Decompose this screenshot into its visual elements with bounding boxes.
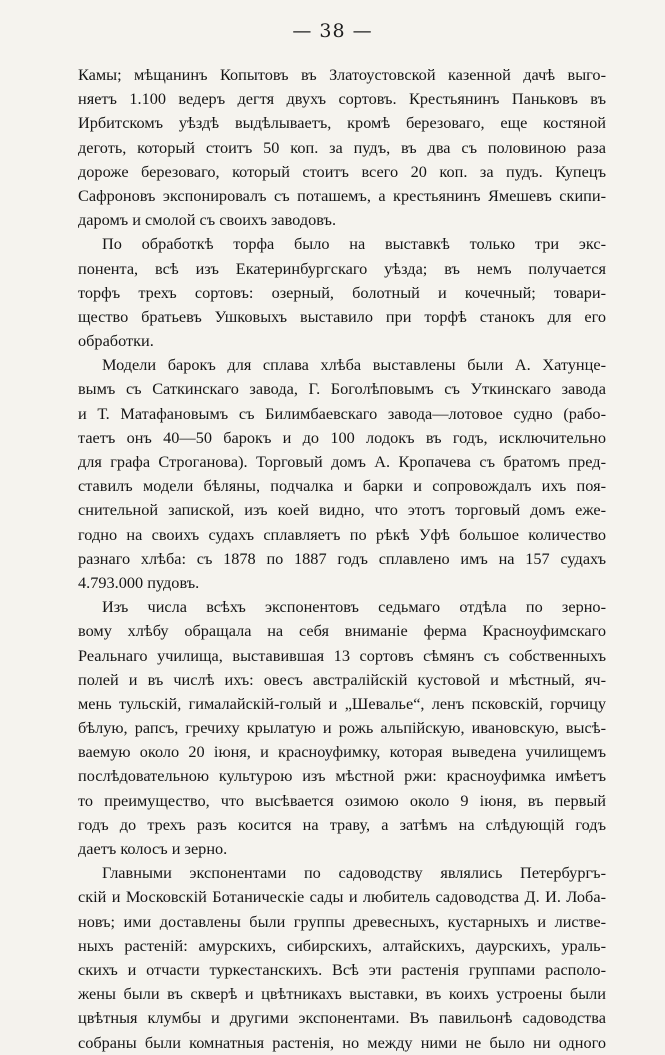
text-line: годно на своихъ судахъ сплавляетъ по рѣкѣ Уфѣ большое количество [78,524,606,544]
text-line: бѣлую, рапсъ, гречиху крылатую и рожь альпійскую, ивановскую, высѣ- [78,718,606,738]
text-line: скій и Московскій Ботаническіе сады и любитель садоводства Д. И. Лоба- [78,887,606,907]
text-line: Изъ числа всѣхъ экспонентовъ седьмаго отдѣла по зерно- [102,597,606,617]
text-line: вому хлѣбу обращала на себя вниманіе ферма Красноуфимскаго [78,621,606,641]
text-line: щество братьевъ Ушковыхъ выставило при торфѣ станокъ для его [78,306,606,326]
text-line: понента, всѣ изъ Екатеринбургскаго уѣзда; въ немъ получается [78,258,606,278]
text-line: снительной запиской, изъ коей видно, что этотъ торговый домъ еже- [78,500,606,520]
text-line: Сафроновъ экспонировалъ съ поташемъ, а крестьянинъ Ямешевъ скипи- [78,185,606,205]
text-line: разнаго хлѣба: съ 1878 по 1887 годъ сплавлено имъ на 157 судахъ [78,548,606,568]
text-line: даетъ колосъ и зерно. [78,839,228,858]
text-line: послѣдовательною культурою изъ мѣстной ржи: красноуфимка имѣетъ [78,766,606,786]
paragraph-2 [78,232,606,353]
text-line: цвѣтныя клумбы и другими экспонентами. Въ павильонѣ садоводства [78,1008,606,1028]
text-line: деготь, который стоитъ 50 коп. за пудъ, въ два съ половиною раза [78,137,606,157]
text-line: то преимущество, что высѣвается озимою около 9 іюня, въ первый [78,790,606,810]
text-line: и Т. Матафановымъ съ Билимбаевскаго завода—лотовое судно (рабо- [78,403,606,423]
text-line: Камы; мѣщанинъ Копытовъ въ Златоустовской казенной дачѣ выго- [78,65,606,84]
paragraph-5 [78,861,606,1055]
text-line: мень тульскій, гималайскій-голый и „Шевалье“, ленъ псковскій, горчицу [78,693,606,713]
text-line: жены были въ скверѣ и цвѣтникахъ выставки, въ коихъ устроены были [78,984,606,1004]
text-line: полей и въ числѣ ихъ: овесъ австралійскій кустовой и мѣстный, яч- [78,669,606,689]
page-number: — 38 — [292,20,373,42]
text-line: для графа Строганова). Торговый домъ А. Кропачева съ братомъ пред- [78,452,606,471]
text-line: По обработкѣ торфа было на выставкѣ только три экс- [102,234,606,254]
text-line: Ирбитскомъ уѣздѣ выдѣлываетъ, кромѣ березоваго, еще костяной [78,113,606,133]
paragraph-4 [78,595,606,861]
paragraph-1 [78,63,606,232]
text-line: таетъ онъ 40—50 барокъ и до 100 лодокъ въ годъ, исключительно [78,427,606,447]
text-line: собраны были комнатныя растенія, но между ними не было ни одного [78,1032,606,1052]
text-line: Модели барокъ для сплава хлѣба выставлены были А. Хатунце- [102,355,606,375]
body-text [78,63,606,1055]
text-line: даромъ и смолой съ своихъ заводовъ. [78,210,337,230]
text-line: новъ; ими доставлены были группы древесныхъ, кустарныхъ и листве- [78,911,606,931]
text-line: Главными экспонентами по садоводству являлись Петербургъ- [102,863,606,883]
text-line: обработки. [78,331,154,351]
text-line: ваемую около 20 іюня, и красноуфимку, которая выведена училищемъ [78,742,606,762]
text-line: ныхъ растеній: амурскихъ, сибирскихъ, алтайскихъ, даурскихъ, ураль- [78,935,606,955]
text-line: годъ до трехъ разъ косится на траву, а затѣмъ на слѣдующій годъ [78,814,606,834]
text-line: торфъ трехъ сортовъ: озерный, болотный и кочечный; товари- [78,282,606,302]
text-line: няетъ 1.100 ведеръ дегтя двухъ сортовъ. Крестьянинъ Паньковъ въ [78,89,606,109]
text-line: 4.793.000 пудовъ. [78,572,200,592]
text-line: ставилъ модели бѣляны, подчалка и барки и сопровождалъ ихъ поя- [78,476,606,496]
text-line: дороже березоваго, который стоитъ всего 20 коп. за пудъ. Купецъ [78,161,606,181]
text-line: скихъ и отчасти туркестанскихъ. Всѣ эти растенія группами располо- [78,959,606,979]
paragraph-3 [78,353,606,595]
text-line: вымъ съ Саткинскаго завода, Г. Боголѣповымъ съ Уткинскаго завода [78,379,606,399]
text-line: Реальнаго училища, выставившая 13 сортовъ сѣмянъ съ собственныхъ [78,645,606,665]
